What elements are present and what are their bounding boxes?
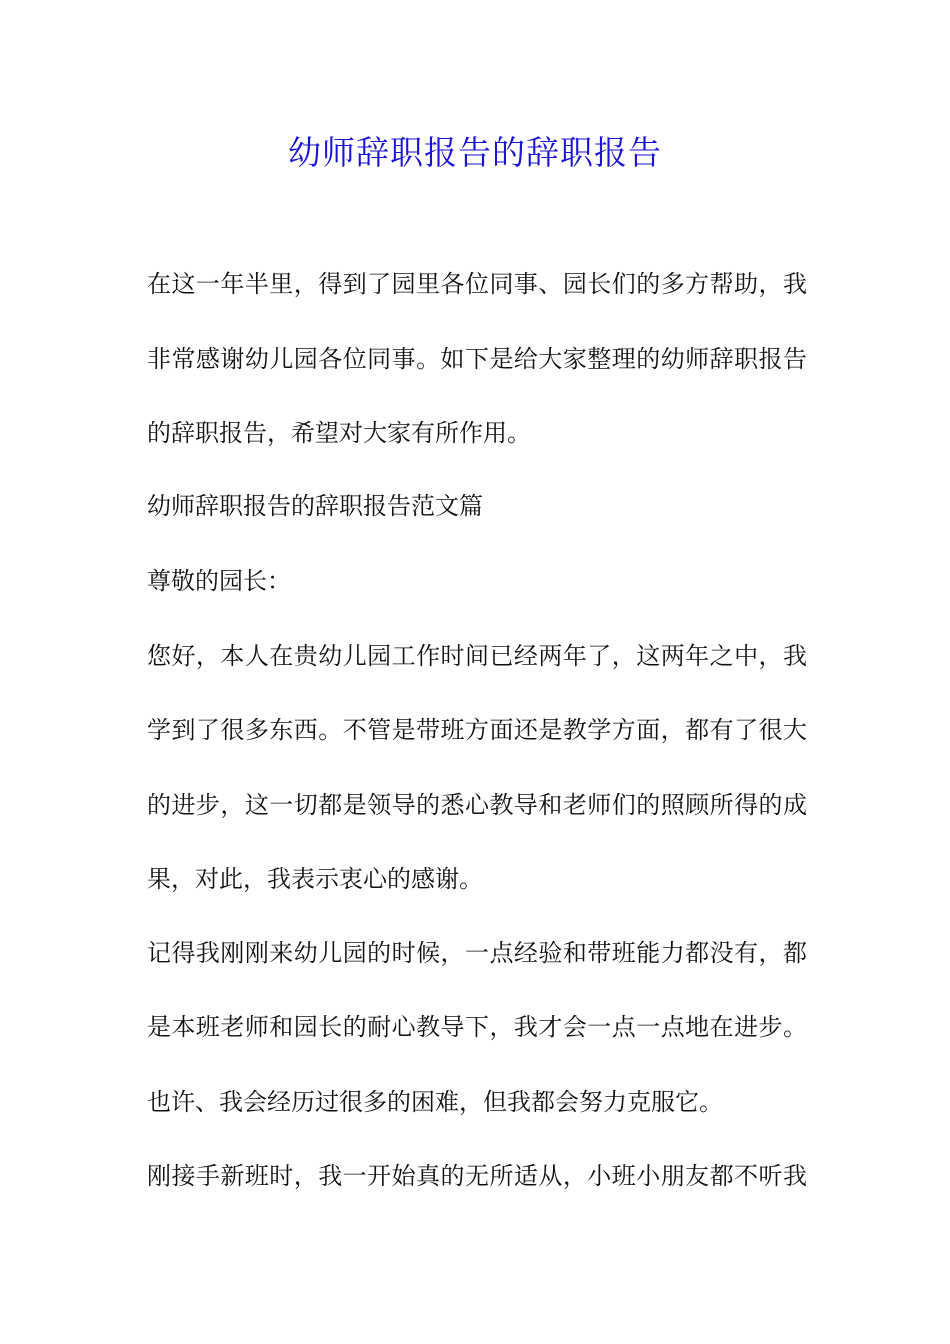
section-heading: 幼师辞职报告的辞职报告范文篇 (147, 492, 483, 520)
paragraph-line: 是本班老师和园长的耐心教导下，我才会一点一点地在进步。 (147, 1013, 807, 1041)
paragraph-line: 的进步，这一切都是领导的悉心教导和老师们的照顾所得的成 (147, 791, 807, 819)
paragraph-line: 非常感谢幼儿园各位同事。如下是给大家整理的幼师辞职报告 (147, 345, 807, 373)
paragraph-line: 记得我刚刚来幼儿园的时候，一点经验和带班能力都没有，都 (147, 939, 807, 967)
paragraph-line: 在这一年半里，得到了园里各位同事、园长们的多方帮助，我 (147, 270, 807, 298)
document-title: 幼师辞职报告的辞职报告 (288, 133, 662, 172)
paragraph-line: 学到了很多东西。不管是带班方面还是教学方面，都有了很大 (147, 716, 807, 744)
paragraph-line: 也许、我会经历过很多的困难，但我都会努力克服它。 (147, 1088, 723, 1116)
paragraph-line: 的辞职报告，希望对大家有所作用。 (147, 419, 531, 447)
paragraph-line: 您好，本人在贵幼儿园工作时间已经两年了，这两年之中，我 (147, 642, 807, 670)
paragraph-line: 刚接手新班时，我一开始真的无所适从，小班小朋友都不听我 (147, 1162, 807, 1190)
paragraph-line: 果，对此，我表示衷心的感谢。 (147, 865, 483, 893)
salutation: 尊敬的园长： (147, 567, 291, 595)
